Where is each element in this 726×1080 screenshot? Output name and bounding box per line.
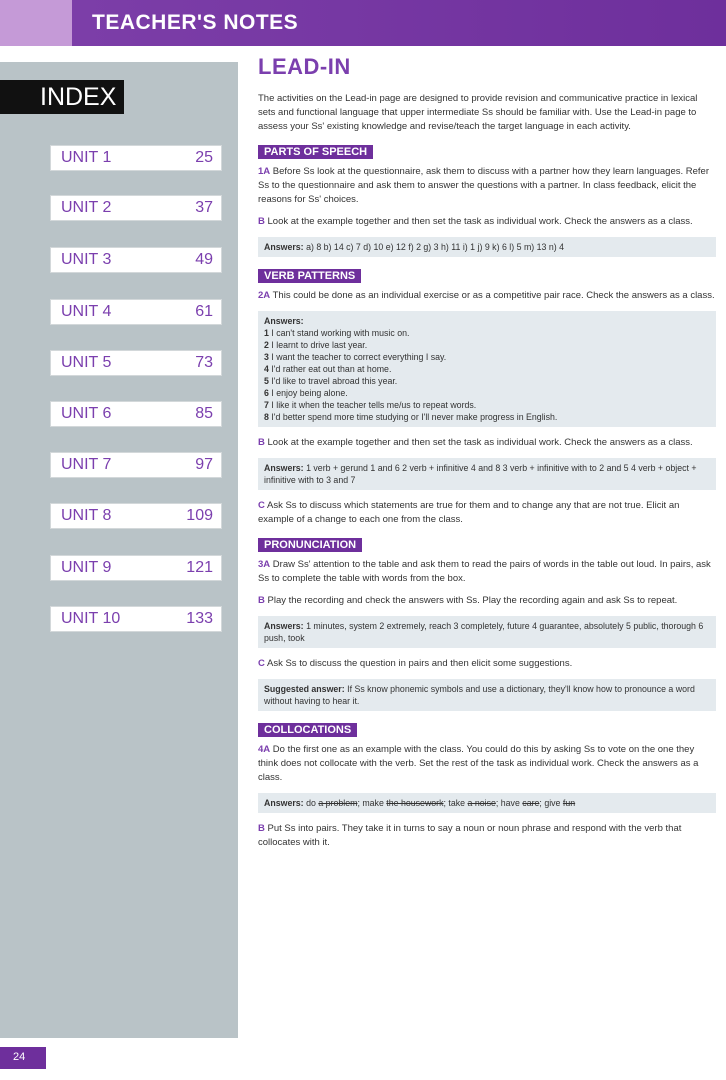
unit-name: UNIT 10 <box>61 610 121 627</box>
paragraph-text: This could be done as an individual exercise or as a competitive pair race. Check the answers as a class. <box>272 290 715 301</box>
paragraph <box>258 822 716 850</box>
list-item: 8 I'd better spend more time studying or I'll never make progress in English. <box>264 412 558 422</box>
unit-link[interactable] <box>50 350 222 376</box>
unit-link[interactable] <box>50 401 222 427</box>
paragraph-text: Ask Ss to discuss which statements are true for them and to change any that are not true. Elicit an example of a change to each one from the class. <box>258 500 680 525</box>
answers-box <box>258 458 716 490</box>
page-number <box>0 1047 46 1069</box>
paragraph <box>258 743 716 785</box>
exercise-number: C <box>258 658 265 669</box>
list-item: 7 I like it when the teacher tells me/us to repeat words. <box>264 400 477 410</box>
unit-page: 25 <box>195 149 213 166</box>
unit-page: 121 <box>186 559 213 576</box>
unit-name: UNIT 1 <box>61 149 112 166</box>
paragraph <box>258 594 716 608</box>
exercise-number: 4A <box>258 744 271 755</box>
unit-name: UNIT 5 <box>61 354 112 371</box>
unit-link[interactable] <box>50 606 222 632</box>
page-title: LEAD-IN <box>258 54 351 79</box>
answers-box <box>258 616 716 648</box>
list-item: 5 I'd like to travel abroad this year. <box>264 376 398 386</box>
answers-list <box>264 327 710 423</box>
unit-page: 73 <box>195 354 213 371</box>
answers-box: Answers: do a problem; make the housework; take a noise; have care; give fun <box>258 793 716 813</box>
unit-link[interactable] <box>50 299 222 325</box>
unit-name: UNIT 2 <box>61 199 112 216</box>
paragraph <box>258 499 716 527</box>
section-heading: PARTS OF SPEECH <box>258 145 373 159</box>
unit-page: 61 <box>195 303 213 320</box>
unit-name: UNIT 4 <box>61 303 112 320</box>
section-heading: VERB PATTERNS <box>258 269 361 283</box>
answers-text: 1 minutes, system 2 extremely, reach 3 completely, future 4 guarantee, absolutely 5 public, thorough 6 push, took <box>264 621 704 643</box>
paragraph-text: Look at the example together and then set the task as individual work. Check the answers as a class. <box>267 437 693 448</box>
exercise-number: B <box>258 437 265 448</box>
exercise-number: 1A <box>258 166 271 177</box>
paragraph <box>258 165 716 207</box>
exercise-number: 2A <box>258 290 271 301</box>
answers-text: 1 verb + gerund 1 and 6 2 verb + infinitive 4 and 8 3 verb + infinitive with to 2 and 5 4 verb + object + infinitive with to 3 and 7 <box>264 463 697 485</box>
exercise-number: B <box>258 595 265 606</box>
suggested-label: Suggested answer: <box>264 684 345 694</box>
paragraph <box>258 436 716 450</box>
unit-name: UNIT 8 <box>61 507 112 524</box>
exercise-number: 3A <box>258 559 271 570</box>
section-heading: COLLOCATIONS <box>258 723 357 737</box>
list-item: 2 I learnt to drive last year. <box>264 340 368 350</box>
suggested-answer-box <box>258 679 716 711</box>
paragraph <box>258 289 716 303</box>
exercise-number: B <box>258 216 265 227</box>
unit-link[interactable] <box>50 452 222 478</box>
header-title: TEACHER'S NOTES <box>92 11 299 34</box>
answers-box <box>258 311 716 427</box>
unit-page: 85 <box>195 405 213 422</box>
paragraph-text: Play the recording and check the answers with Ss. Play the recording again and ask Ss to repeat. <box>267 595 678 606</box>
intro-paragraph: The activities on the Lead-in page are designed to provide revision and communicative practice in lexical sets and functional language that upper intermediate Ss should be familiar with. Use the Lead-in page to assess your Ss' existing knowledge and revise/teach the target language in each activity. <box>258 93 698 132</box>
paragraph <box>258 657 716 671</box>
paragraph-text: Before Ss look at the questionnaire, ask them to discuss with a partner how they learn languages. Refer Ss to the questionnaire and ask them to answer the questions with a partner. In class feedback, elicit the reasons for Ss' choices. <box>258 166 709 205</box>
header-bar <box>0 0 726 46</box>
index-box <box>0 80 124 114</box>
paragraph <box>258 215 716 229</box>
paragraph-text: Look at the example together and then set the task as individual work. Check the answers as a class. <box>267 216 693 227</box>
section-heading: PRONUNCIATION <box>258 538 362 552</box>
index-label: INDEX <box>40 83 117 111</box>
suggested-text: If Ss know phonemic symbols and use a dictionary, they'll know how to pronounce a word without having to hear it. <box>264 684 695 706</box>
page-number-text: 24 <box>13 1051 26 1063</box>
paragraph-text: Draw Ss' attention to the table and ask them to read the pairs of words in the table out loud. In pairs, ask Ss to complete the table with words from the box. <box>258 559 711 584</box>
unit-name: UNIT 6 <box>61 405 112 422</box>
unit-page: 49 <box>195 251 213 268</box>
answers-label: Answers: <box>264 463 304 473</box>
unit-name: UNIT 7 <box>61 456 112 473</box>
list-item: 3 I want the teacher to correct everything I say. <box>264 352 447 362</box>
unit-name: UNIT 9 <box>61 559 112 576</box>
answers-text: a) 8 b) 14 c) 7 d) 10 e) 12 f) 2 g) 3 h) 11 i) 1 j) 9 k) 6 l) 5 m) 13 n) 4 <box>306 242 565 252</box>
answers-label: Answers: <box>264 316 304 326</box>
paragraph-text: Do the first one as an example with the class. You could do this by asking Ss to vote on the one they think does not collocate with the verb. Set the rest of the task as individual work. Check the answers as a class. <box>258 744 699 783</box>
answers-label: Answers: <box>264 242 304 252</box>
unit-link[interactable] <box>50 145 222 171</box>
unit-link[interactable] <box>50 247 222 273</box>
paragraph <box>258 558 716 586</box>
unit-link[interactable] <box>50 503 222 529</box>
paragraph-text: Ask Ss to discuss the question in pairs and then elicit some suggestions. <box>267 658 573 669</box>
unit-link[interactable] <box>50 195 222 221</box>
list-item: 4 I'd rather eat out than at home. <box>264 364 392 374</box>
list-item: 1 I can't stand working with music on. <box>264 328 410 338</box>
answers-label: Answers: <box>264 621 304 631</box>
unit-link[interactable] <box>50 555 222 581</box>
exercise-number: C <box>258 500 265 511</box>
answers-box <box>258 237 716 257</box>
main-content <box>258 54 716 858</box>
unit-page: 133 <box>186 610 213 627</box>
unit-page: 97 <box>195 456 213 473</box>
unit-page: 37 <box>195 199 213 216</box>
unit-name: UNIT 3 <box>61 251 112 268</box>
paragraph-text: Put Ss into pairs. They take it in turns to say a noun or noun phrase and respond with the verb that collocates with it. <box>258 823 682 848</box>
unit-page: 109 <box>186 507 213 524</box>
answers-label: Answers: <box>264 798 304 808</box>
exercise-number: B <box>258 823 265 834</box>
list-item: 6 I enjoy being alone. <box>264 388 348 398</box>
